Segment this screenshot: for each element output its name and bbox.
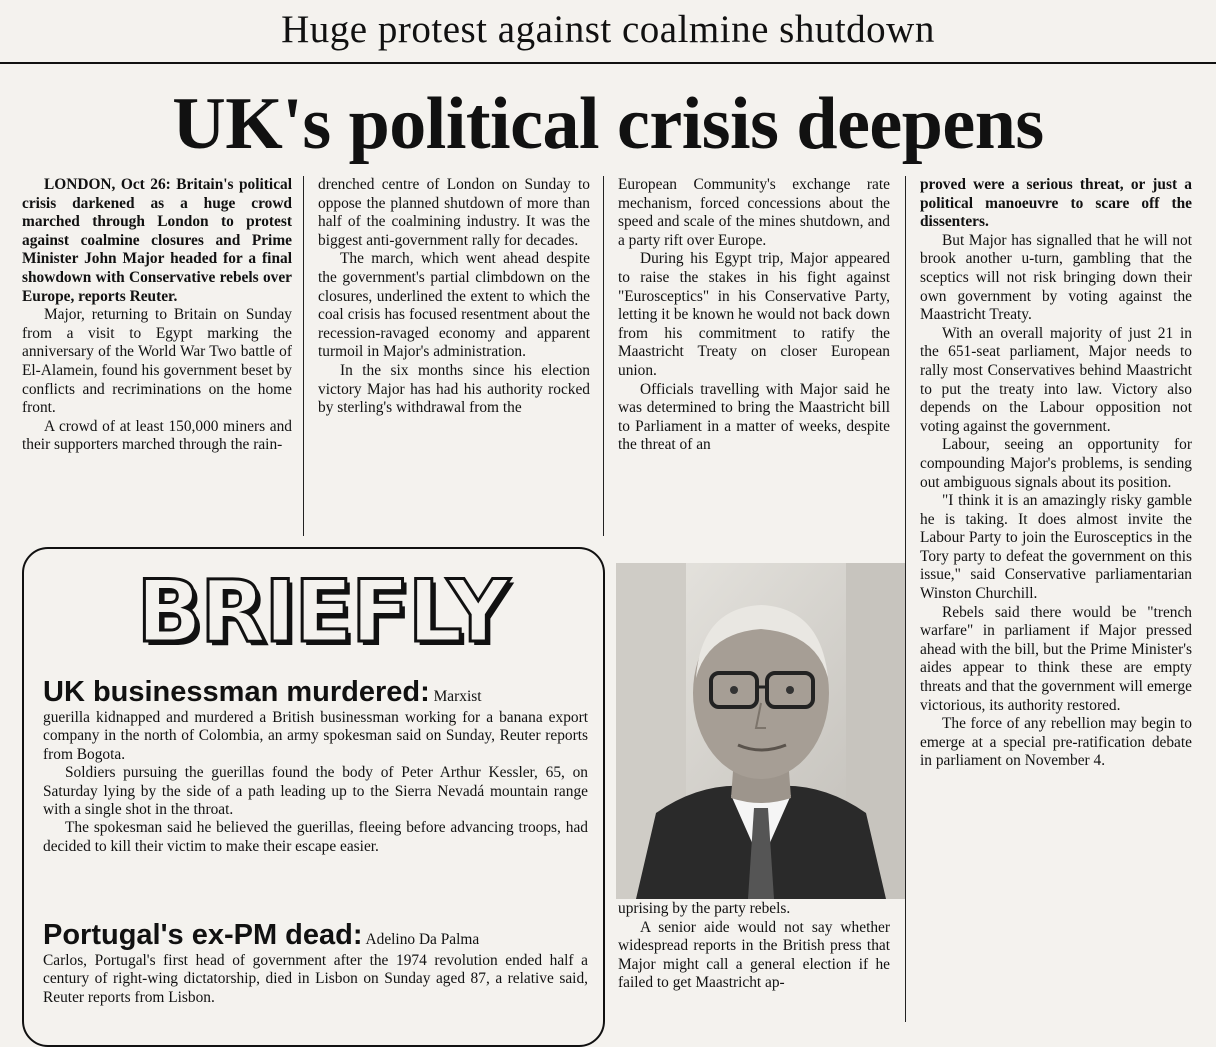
main-headline: UK's political crisis deepens	[172, 83, 1044, 165]
brief-heading: Portugal's ex-PM dead:	[43, 919, 363, 951]
article-column-3	[618, 176, 890, 554]
article-paragraph: "I think it is an amazingly risky gamble he is taking. It does almost invite the Labour Party to join the Eurosceptics in the Tory party to defeat the government on this issue," said Conservative parliamentarian Winston Churchill.	[920, 492, 1192, 603]
brief-lead: Marxist	[433, 688, 482, 705]
article-paragraph: European Community's exchange rate mechanism, forced concessions about the speed and scale of the mines shutdown, and a party rift over Europe.	[618, 176, 890, 249]
article-paragraph: During his Egypt trip, Major appeared to raise the stakes in his fight against "Eurosceptics" in his Conservative Party, letting it be known he would not back down from his commitment to ratify the Maastricht Treaty on closer European union.	[618, 250, 890, 379]
article-paragraph: Major, returning to Britain on Sunday from a visit to Egypt marking the anniversary of the World War Two battle of El-Alamein, found his government beset by conflicts and recriminations on the home front.	[22, 306, 292, 417]
top-rule	[0, 62, 1216, 64]
brief-item-2	[43, 918, 588, 1022]
brief-paragraph: guerilla kidnapped and murdered a British businessman working for a banana export company in the north of Colombia, an army spokesman said on Sunday, Reuter reports from Bogota.	[43, 709, 588, 763]
portrait-photo	[616, 563, 906, 899]
article-paragraph: But Major has signalled that he will not brook another u-turn, gambling that the sceptics will not risk bringing down their own government by voting against the Maastricht Treaty.	[920, 231, 1192, 324]
article-paragraph: Officials travelling with Major said he was determined to bring the Maastricht bill to Parliament in a matter of weeks, despite the threat of an	[618, 380, 890, 454]
article-column-4	[920, 176, 1192, 1022]
column-divider	[303, 176, 304, 536]
briefly-logo: BRIEFLY	[136, 562, 508, 662]
article-paragraph: proved were a serious threat, or just a political manoeuvre to scare off the dissenters.	[920, 176, 1192, 231]
kicker-headline: Huge protest against coalmine shutdown	[281, 8, 935, 51]
article-column-1	[22, 176, 292, 536]
brief-lead: Adelino Da Palma	[365, 931, 480, 948]
brief-item-1	[43, 675, 588, 856]
article-paragraph: A crowd of at least 150,000 miners and their supporters marched through the rain-	[22, 417, 292, 454]
article-column-3-continued	[618, 900, 890, 1022]
portrait-photo-icon	[616, 563, 906, 899]
article-paragraph: uprising by the party rebels.	[618, 900, 791, 917]
brief-paragraph: The spokesman said he believed the guerillas, fleeing before advancing troops, had decided to kill their victim to make their escape easier.	[43, 819, 588, 855]
article-paragraph: Rebels said there would be "trench warfare" in parliament if Major pressed ahead with the bill, but the Prime Minister's aides appear to think these are empty threats and that the government will emerge victorious, its authority restored.	[920, 603, 1192, 714]
brief-paragraph: Soldiers pursuing the guerillas found the body of Peter Arthur Kessler, 65, on Saturday lying by the side of a path leading up to the Sierra Nevadá mountain range with a single shot in the throat.	[43, 764, 588, 819]
article-column-2	[318, 176, 590, 536]
brief-paragraph: Carlos, Portugal's first head of government after the 1974 revolution ended half a century of right-wing dictatorship, died in Lisbon on Sunday aged 87, a relative said, Reuter reports from Lisbon.	[43, 952, 588, 1006]
article-paragraph: Labour, seeing an opportunity for compounding Major's problems, is sending out ambiguous signals about its position.	[920, 436, 1192, 491]
column-divider	[603, 176, 604, 536]
article-paragraph: In the six months since his election victory Major has had his authority rocked by sterling's withdrawal from the	[318, 361, 590, 417]
column-divider	[905, 176, 906, 1022]
article-paragraph: The force of any rebellion may begin to emerge at a special pre-ratification debate in parliament on November 4.	[920, 715, 1192, 770]
article-paragraph: drenched centre of London on Sunday to oppose the planned shutdown of more than half of the coalmining industry. It was the biggest anti-government rally for decades.	[318, 176, 590, 249]
article-lead: LONDON, Oct 26: Britain's political crisis darkened as a huge crowd marched through London to protest against coalmine closures and Prime Minister John Major headed for a final showdown with Conservative rebels over Europe, reports Reuter.	[22, 176, 292, 305]
brief-heading: UK businessman murdered:	[43, 676, 430, 708]
article-paragraph: A senior aide would not say whether widespread reports in the British press that Major might call a general election if he failed to get Maastricht ap-	[618, 918, 890, 992]
article-paragraph: With an overall majority of just 21 in the 651-seat parliament, Major needs to rally most Conservatives behind Maastricht to put the treaty into law. Victory also depends on the Labour opposition not voting against the government.	[920, 324, 1192, 435]
article-paragraph: The march, which went ahead despite the government's partial climbdown on the closures, underlined the extent to which the coal crisis has focused resentment about the recession-ravaged economy and apparent turmoil in Major's administration.	[318, 250, 590, 361]
